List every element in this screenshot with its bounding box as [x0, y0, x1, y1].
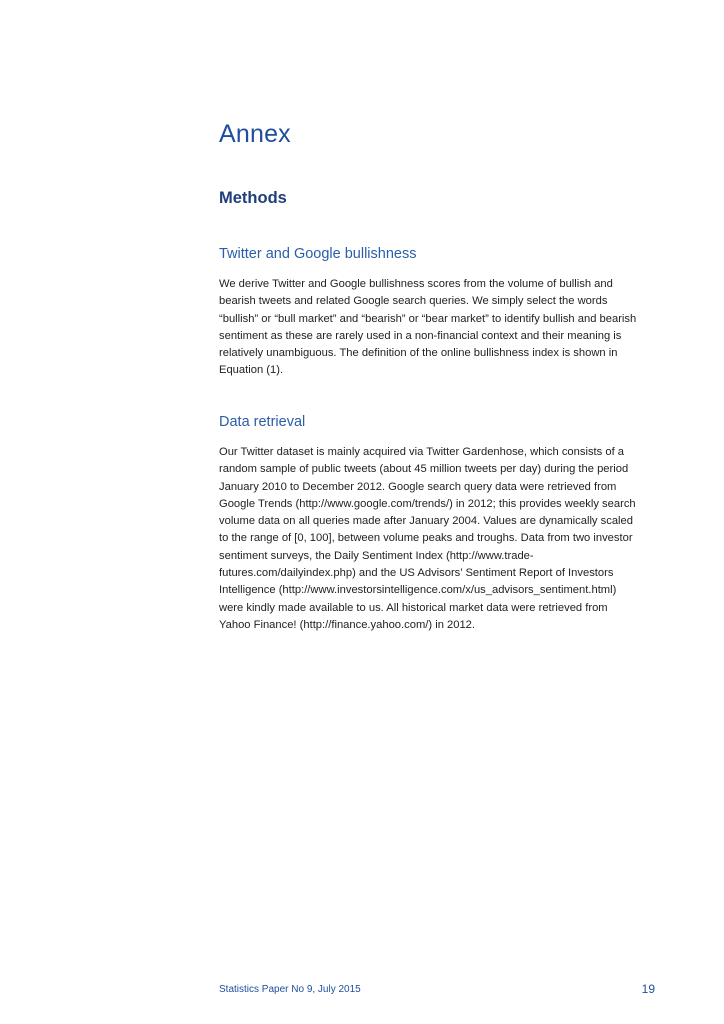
paragraph-twitter-google-bullishness — [219, 276, 657, 380]
paragraph-line: were kindly made available to us. All historical market data were retrieved from — [219, 601, 608, 614]
paragraph-line: Google Trends (http://www.google.com/trends/) in 2012; this provides weekly search — [219, 497, 636, 510]
paragraph-line: relatively unambiguous. The definition of the online bullishness index is shown in — [219, 347, 618, 360]
paragraph-line: volume data on all queries made after January 2004. Values are dynamically scaled — [219, 515, 633, 528]
paragraph-data-retrieval — [219, 444, 657, 634]
annex-heading: Annex — [219, 120, 291, 148]
paragraph-line: futures.com/dailyindex.php) and the US Advisors’ Sentiment Report of Investors — [219, 567, 614, 580]
paragraph-line: January 2010 to December 2012. Google search query data were retrieved from — [219, 480, 617, 493]
footer-page-number: 19 — [641, 982, 655, 996]
paragraph-line: random sample of public tweets (about 45 million tweets per day) during the period — [219, 463, 629, 476]
paragraph-line: Equation (1). — [219, 364, 284, 377]
paragraph-line: sentiment as these are rarely used in a non-financial context and their meaning is — [219, 329, 622, 342]
section-heading-data-retrieval: Data retrieval — [219, 414, 306, 430]
paragraph-line: bearish tweets and related Google search queries. We simply select the words — [219, 295, 608, 308]
footer-publication-info: Statistics Paper No 9, July 2015 — [219, 984, 361, 995]
section-heading-twitter-google-bullishness: Twitter and Google bullishness — [219, 246, 417, 262]
methods-heading: Methods — [219, 189, 287, 207]
paragraph-line: We derive Twitter and Google bullishness scores from the volume of bullish and — [219, 278, 613, 290]
paragraph-line: to the range of [0, 100], between volume peaks and troughs. Data from two investor — [219, 532, 633, 545]
paragraph-line: Yahoo Finance! (http://finance.yahoo.com/) in 2012. — [219, 618, 476, 631]
page-content — [219, 0, 659, 1024]
paragraph-line: Intelligence (http://www.investorsintelligence.com/x/us_advisors_sentiment.html) — [219, 584, 617, 597]
paragraph-line: Our Twitter dataset is mainly acquired via Twitter Gardenhose, which consists of a — [219, 446, 625, 458]
paragraph-line: “bullish” or “bull market” and “bearish” or “bear market” to identify bullish and bearish — [219, 312, 637, 325]
paragraph-line: sentiment surveys, the Daily Sentiment Index (http://www.trade- — [219, 549, 534, 562]
